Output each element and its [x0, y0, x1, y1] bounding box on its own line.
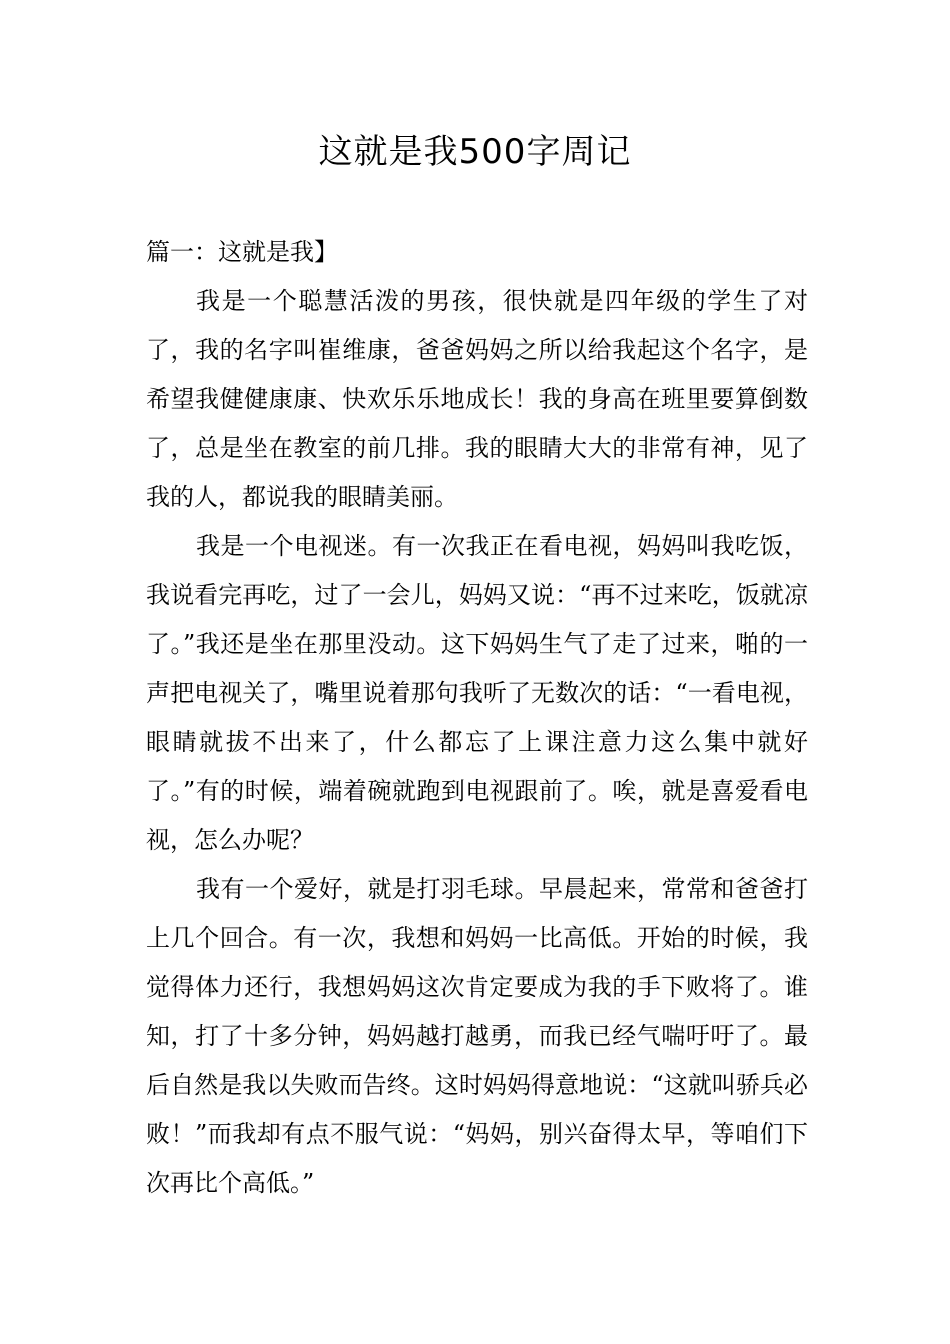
paragraph-1: 我是一个聪慧活泼的男孩，很快就是四年级的学生了对了，我的名字叫崔维康，爸爸妈妈之所以给我起这个名字，是希望我健健康康、快欢乐乐地成长！我的身高在班里要算倒数了，总是坐在教室的前几排。我的眼睛大大的非常有神，见了我的人，都说我的眼睛美丽。: [146, 287, 808, 511]
document-title: 这就是我500字周记: [318, 132, 632, 172]
paragraph-3: 我有一个爱好，就是打羽毛球。早晨起来，常常和爸爸打上几个回合。有一次，我想和妈妈一比高低。开始的时候，我觉得体力还行，我想妈妈这次肯定要成为我的手下败将了。谁知，打了十多分钟，妈妈越打越勇，而我已经气喘吁吁了。最后自然是我以失败而告终。这时妈妈得意地说：“这就叫骄兵必败！”而我却有点不服气说：“妈妈，别兴奋得太早，等咱们下次再比个高低。”: [146, 875, 808, 1197]
section-heading: 篇一：这就是我】: [146, 238, 338, 266]
paragraph-2: 我是一个电视迷。有一次我正在看电视，妈妈叫我吃饭，我说看完再吃，过了一会儿，妈妈又说：“再不过来吃，饭就凉了。”我还是坐在那里没动。这下妈妈生气了走了过来，啪的一声把电视关了，嘴里说着那句我听了无数次的话：“一看电视，眼睛就拔不出来了，什么都忘了上课注意力这么集中就好了。”有的时候，端着碗就跑到电视跟前了。唉，就是喜爱看电视，怎么办呢？: [146, 532, 808, 854]
document-body: [146, 228, 808, 1208]
